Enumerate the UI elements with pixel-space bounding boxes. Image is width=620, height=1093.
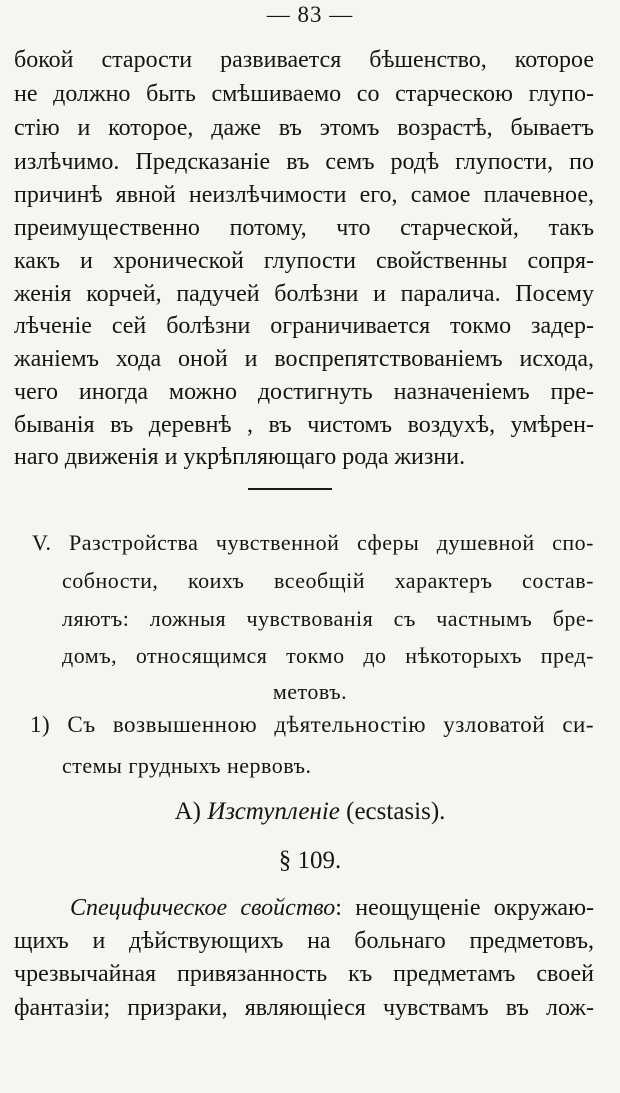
text-line: излѣчимо. Предсказаніе въ семъ родѣ глупости, по [14, 149, 594, 175]
text-line: причинѣ явной неизлѣчимости его, самое плачевное, [14, 182, 594, 208]
text-line: бокой старости развивается бѣшенство, которое [14, 47, 594, 73]
heading-line: ляютъ: ложныя чувствованія съ частнымъ бре- [62, 606, 594, 631]
heading-line: V. Разстройства чувственной сферы душевной спо- [32, 530, 594, 555]
heading-line: собности, коихъ всеобщій характеръ состав- [62, 568, 594, 593]
text-line: наго движенія и укрѣпляющаго рода жизни. [14, 444, 466, 470]
text-line: чрезвычайная привязанность къ предметамъ своей [14, 961, 594, 987]
paragraph-2-first-line [14, 893, 594, 923]
disease-heading [0, 797, 620, 827]
text-line: не должно быть смѣшиваемо со старческою глупо- [14, 81, 594, 107]
text-line: жаніемъ хода оной и воспрепятствованіемъ исхода, [14, 346, 594, 372]
text-line: какъ и хронической глупости свойственны сопря- [14, 248, 594, 274]
property-label: Специфическое свойство [70, 895, 336, 921]
property-label-rest: : неощущеніе окружаю- [335, 895, 594, 921]
text-line: стію и которое, даже въ этомъ возрастѣ, бываетъ [14, 115, 594, 141]
text-line: фантазіи; призраки, являющіеся чувствамъ въ лож- [14, 995, 594, 1021]
paragraph-number: § 109. [278, 847, 342, 874]
section-divider [248, 488, 332, 490]
text-line: быванія въ деревнѣ , въ чистомъ воздухѣ, умѣрен- [14, 412, 594, 438]
heading-line: метовъ. [272, 679, 348, 704]
text-line: чего иногда можно достигнуть назначеніемъ пре- [14, 379, 594, 405]
disease-prefix: А) [174, 798, 201, 825]
text-line: женія корчей, падучей болѣзни и паралича. Посему [14, 281, 594, 307]
disease-name: Изступленіе [207, 798, 340, 825]
text-line: лѣченіе сей болѣзни ограничивается токмо задер- [14, 313, 594, 339]
subheading-line: 1) Съ возвышенною дѣятельностію узловатой си- [30, 712, 594, 737]
subheading-line: стемы грудныхъ нервовъ. [62, 753, 312, 778]
disease-latin: (ecstasis). [346, 798, 446, 825]
text-line: преимущественно потому, что старческой, такъ [14, 215, 594, 241]
page-number: — 83 — [266, 2, 354, 27]
text-line: щихъ и дѣйствующихъ на больнаго предметовъ, [14, 928, 594, 954]
heading-line: домъ, относящимся токмо до нѣкоторыхъ пред- [62, 643, 594, 668]
